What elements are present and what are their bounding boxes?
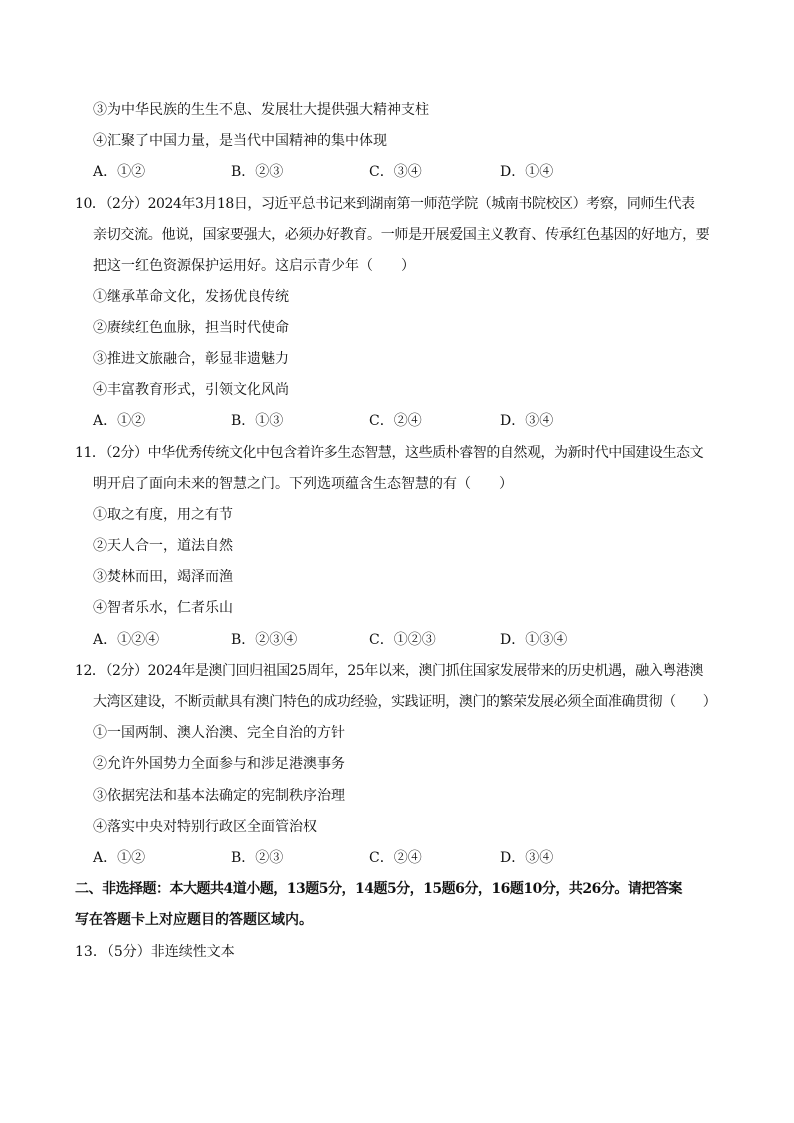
q9-option-a: A．①②	[93, 164, 146, 180]
q11-option-d: D．①③④	[500, 632, 568, 648]
q10-item-1: ①继承革命文化，发扬优良传统	[93, 289, 289, 305]
q10-option-b: B．①③	[231, 413, 284, 429]
q10-option-d: D．③④	[500, 413, 554, 429]
q12-option-b: B．②③	[231, 850, 284, 866]
q9-option-c: C．③④	[369, 164, 422, 180]
q11-stem-line-2: 明开启了面向未来的智慧之门。下列选项蕴含生态智慧的有（ ）	[93, 476, 513, 492]
q12-item-3: ③依据宪法和基本法确定的宪制秩序治理	[93, 788, 345, 804]
q10-item-3: ③推进文旅融合，彰显非遗魅力	[93, 351, 289, 367]
section-2-heading-line-2: 写在答题卡上对应题目的答题区域内。	[75, 912, 313, 928]
q11-stem-line-1: 11．（2分）中华优秀传统文化中包含着许多生态智慧，这些质朴睿智的自然观，为新时代中国建设生态文	[75, 445, 704, 461]
q12-item-4: ④落实中央对特别行政区全面管治权	[93, 819, 317, 835]
q11-option-c: C．①②③	[369, 632, 436, 648]
q12-item-1: ①一国两制、澳人治澳、完全自治的方针	[93, 725, 345, 741]
q12-item-2: ②允许外国势力全面参与和涉足港澳事务	[93, 756, 345, 772]
q10-option-a: A．①②	[93, 413, 146, 429]
q9-item-3: ③为中华民族的生生不息、发展壮大提供强大精神支柱	[93, 102, 429, 118]
q12-option-a: A．①②	[93, 850, 146, 866]
q9-item-4: ④汇聚了中国力量，是当代中国精神的集中体现	[93, 133, 387, 149]
q11-item-4: ④智者乐水，仁者乐山	[93, 600, 233, 616]
q10-item-4: ④丰富教育形式，引领文化风尚	[93, 382, 289, 398]
q12-stem-line-2: 大湾区建设，不断贡献具有澳门特色的成功经验，实践证明，澳门的繁荣发展必须全面准确贯彻（ ）	[93, 694, 717, 710]
q12-stem-line-1: 12．（2分）2024年是澳门回归祖国25周年，25年以来，澳门抓住国家发展带来的历史机遇，融入粤港澳	[75, 663, 704, 679]
q10-stem-line-1: 10．（2分）2024年3月18日，习近平总书记来到湖南第一师范学院（城南书院校区）考察，同师生代表	[75, 196, 695, 212]
q11-option-b: B．②③④	[231, 632, 298, 648]
q11-item-3: ③焚林而田，竭泽而渔	[93, 569, 233, 585]
q11-option-a: A．①②④	[93, 632, 160, 648]
q12-option-d: D．③④	[500, 850, 554, 866]
q10-option-c: C．②④	[369, 413, 422, 429]
q9-option-d: D．①④	[500, 164, 554, 180]
q11-item-2: ②天人合一，道法自然	[93, 538, 233, 554]
q10-item-2: ②赓续红色血脉，担当时代使命	[93, 320, 289, 336]
q9-option-b: B．②③	[231, 164, 284, 180]
q13-stem-line-1: 13．（5分）非连续性文本	[75, 944, 235, 960]
q12-option-c: C．②④	[369, 850, 422, 866]
q11-item-1: ①取之有度，用之有节	[93, 507, 233, 523]
q10-stem-line-2: 亲切交流。他说，国家要强大，必须办好教育。一师是开展爱国主义教育、传承红色基因的好地方，要	[93, 227, 710, 243]
section-2-heading-line-1: 二、非选择题：本大题共4道小题，13题5分，14题5分，15题6分，16题10分，共26分。请把答案	[75, 881, 682, 897]
q10-stem-line-3: 把这一红色资源保护运用好。这启示青少年（ ）	[93, 258, 415, 274]
